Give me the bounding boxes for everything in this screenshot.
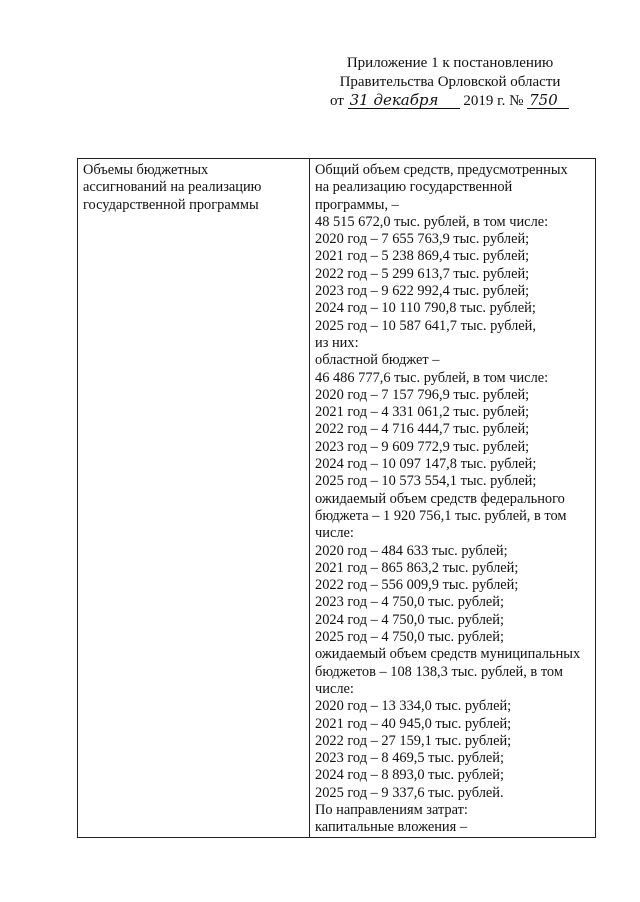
handwritten-number: 750 bbox=[527, 92, 569, 109]
decree-date-line bbox=[300, 92, 600, 111]
text-line: 2023 год – 9 622 992,4 тыс. рублей; bbox=[315, 283, 530, 300]
text-line: 2020 год – 7 655 763,9 тыс. рублей; bbox=[315, 231, 530, 248]
text-line: 2025 год – 9 337,6 тыс. рублей. bbox=[315, 784, 504, 801]
text-line: ожидаемый объем средств муниципальных bbox=[315, 646, 581, 663]
text-line: 2024 год – 4 750,0 тыс. рублей; bbox=[315, 611, 504, 628]
government-name: Правительства Орловской области bbox=[339, 74, 561, 90]
text-line: 2021 год – 40 945,0 тыс. рублей; bbox=[315, 715, 512, 732]
text-line: 2025 год – 10 587 641,7 тыс. рублей, bbox=[315, 317, 536, 334]
budget-table bbox=[77, 158, 596, 838]
text-line: ожидаемый объем средств федерального bbox=[315, 490, 565, 507]
appendix-title: Приложение 1 к постановлению bbox=[346, 55, 554, 71]
text-line: 2021 год – 865 863,2 тыс. рублей; bbox=[315, 559, 519, 576]
text-line: бюджета – 1 920 756,1 тыс. рублей, в том bbox=[315, 507, 567, 524]
text-line: Объемы бюджетных bbox=[83, 162, 209, 178]
text-line: 2025 год – 4 750,0 тыс. рублей; bbox=[315, 629, 504, 646]
table-row bbox=[78, 159, 596, 838]
label-lines bbox=[83, 162, 304, 214]
text-line: 2025 год – 10 573 554,1 тыс. рублей; bbox=[315, 473, 537, 490]
from-label: от bbox=[330, 93, 344, 109]
text-line: 2022 год – 27 159,1 тыс. рублей; bbox=[315, 732, 512, 749]
year-number-label: 2019 г. № bbox=[463, 93, 524, 109]
text-line: 46 486 777,6 тыс. рублей, в том числе: bbox=[315, 369, 549, 386]
text-line: 2023 год – 9 609 772,9 тыс. рублей; bbox=[315, 438, 530, 455]
text-line: 2021 год – 4 331 061,2 тыс. рублей; bbox=[315, 404, 530, 421]
text-line: 48 515 672,0 тыс. рублей, в том числе: bbox=[315, 213, 549, 230]
text-line: 2020 год – 484 633 тыс. рублей; bbox=[315, 542, 508, 559]
text-line: 2022 год – 4 716 444,7 тыс. рублей; bbox=[315, 421, 530, 438]
text-line: 2024 год – 8 893,0 тыс. рублей; bbox=[315, 767, 504, 784]
table-cell-content bbox=[310, 159, 596, 838]
text-line: 2022 год – 556 009,9 тыс. рублей; bbox=[315, 577, 519, 594]
document-header bbox=[300, 54, 600, 111]
text-line: государственной программы bbox=[83, 196, 259, 213]
text-line: числе: bbox=[315, 680, 354, 697]
text-line: 2020 год – 13 334,0 тыс. рублей; bbox=[315, 698, 512, 715]
text-line: бюджетов – 108 138,3 тыс. рублей, в том bbox=[315, 663, 563, 680]
text-line: 2021 год – 5 238 869,4 тыс. рублей; bbox=[315, 248, 530, 265]
text-line: из них: bbox=[315, 334, 359, 351]
text-line: 2024 год – 10 110 790,8 тыс. рублей; bbox=[315, 300, 536, 317]
text-line: числе: bbox=[315, 525, 354, 542]
text-line: программы, – bbox=[315, 196, 399, 213]
text-line: 2023 год – 8 469,5 тыс. рублей; bbox=[315, 750, 504, 767]
table-cell-label bbox=[78, 159, 310, 838]
text-line: По направлениям затрат: bbox=[315, 801, 468, 818]
text-line: Общий объем средств, предусмотренных bbox=[315, 162, 568, 178]
text-line: 2020 год – 7 157 796,9 тыс. рублей; bbox=[315, 386, 530, 403]
content-lines bbox=[315, 162, 590, 837]
text-line: 2024 год – 10 097 147,8 тыс. рублей; bbox=[315, 456, 537, 473]
text-line: капитальные вложения – bbox=[315, 819, 468, 836]
handwritten-date: 31 декабря bbox=[348, 92, 460, 109]
text-line: 2022 год – 5 299 613,7 тыс. рублей; bbox=[315, 265, 530, 282]
text-line: на реализацию государственной bbox=[315, 179, 513, 196]
text-line: ассигнований на реализацию bbox=[83, 179, 262, 196]
text-line: областной бюджет – bbox=[315, 352, 440, 369]
text-line: 2023 год – 4 750,0 тыс. рублей; bbox=[315, 594, 504, 611]
